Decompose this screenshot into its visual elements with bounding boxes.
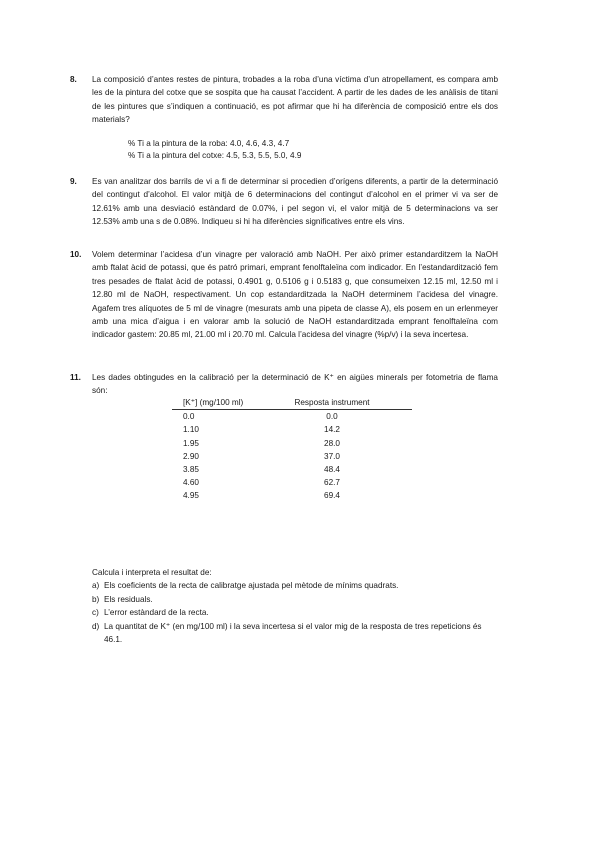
table-row [172, 450, 412, 463]
table-row [172, 410, 412, 423]
task-items [92, 579, 498, 646]
data-lines [128, 138, 498, 164]
table-cell-response: 48.4 [324, 464, 340, 474]
task-item [92, 593, 498, 606]
task-label: a) [92, 581, 100, 591]
table-cell-response: 14.2 [324, 425, 340, 435]
table-header-row [172, 396, 412, 410]
table-cell-concentration: 1.95 [183, 438, 199, 448]
table-cell-response: 62.7 [324, 478, 340, 488]
task-label: d) [92, 621, 100, 631]
problem-9 [70, 175, 498, 229]
task-text: Els coeficients de la recta de calibratge ajustada pel mètode de mínims quadrats. [104, 581, 399, 591]
task-label: b) [92, 594, 100, 604]
table-cell-concentration: 0.0 [183, 412, 195, 422]
calibration-table [172, 396, 412, 503]
problem-number: 8. [70, 75, 77, 84]
problem-text: Volem determinar l’acidesa d’un vinagre per valoració amb NaOH. Per això primer estandarditzem la NaOH amb ftalat àcid de potassi, que és patró primari, emprant fenolftaleïna com indicador. En l’estandardització fem tres pesades de ftalat àcid de potassi, 0.4901 g, 0.5106 g i 0.5183 g, que consumeixen 12.15 ml, 12.50 ml i 12.80 ml de NaOH, respectivament. Un cop estandarditzada la NaOH determinem l’acidesa del vinagre. Agafem tres alíquotes de 5 ml de vinagre (mesurats amb una pipeta de classe A), els posem en un erlenmeyer amb una mica d’aigua i en valorar amb la solució de NaOH estandarditzada emprant fenolftaleïna com indicador gastem: 20.85 ml, 21.00 ml i 20.70 ml. Calcula l’acidesa del vinagre (%p/v) i la seva incertesa. [92, 250, 498, 340]
table-cell-response: 28.0 [324, 438, 340, 448]
table-cell-response: 37.0 [324, 451, 340, 461]
table-row [172, 463, 412, 476]
task-text: L’error estàndard de la recta. [104, 608, 209, 618]
task-label: c) [92, 608, 99, 618]
table-cell-response: 0.0 [326, 412, 338, 422]
table-cell-concentration: 2.90 [183, 451, 199, 461]
problem-8 [70, 73, 498, 163]
table-cell-response: 69.4 [324, 491, 340, 501]
problem-11 [70, 371, 498, 645]
problem-text: La composició d’antes restes de pintura, trobades a la roba d’una víctima d’un atropellament, es compara amb les de la pintura del cotxe que se sospita que ha causat l’accident. A partir de les dades de les anàlisis de titani de les pintures que s’indiquen a continuació, es pot afirmar que hi ha diferència de composició entre els dos materials? [92, 75, 498, 125]
tasks-intro: Calcula i interpreta el resultat de: [92, 568, 212, 577]
task-list [92, 566, 498, 646]
problem-text: Es van analitzar dos barrils de vi a fi de determinar si procedien d’orígens diferents, a partir de la determinació del contingut d’alcohol. El valor mitjà de 6 determinacions del contingut d’alcohol en el primer vi va ser de 12.61% amb una desviació estàndard de 0.07%, i pel segon vi, el valor mitjà de 5 determinacions va ser 12.53% amb una s de 0.08%. Indiqueu si hi ha diferències significatives entre els vins. [92, 177, 498, 227]
task-item [92, 579, 498, 592]
data-line-roba: % Ti a la pintura de la roba: 4.0, 4.6, 4.3, 4.7 [128, 138, 290, 148]
table-cell-concentration: 4.95 [183, 491, 199, 501]
table-header-concentration: [K⁺] (mg/100 ml) [183, 398, 244, 407]
task-text: Els residuals. [104, 594, 153, 604]
problem-text: Les dades obtingudes en la calibració per la determinació de K⁺ en aigües minerals per fotometria de flama són: [92, 373, 498, 396]
table-header-response: Resposta instrument [294, 398, 370, 407]
problem-number: 9. [70, 177, 77, 186]
problem-number: 10. [70, 250, 82, 259]
table-row [172, 476, 412, 489]
table-row [172, 437, 412, 450]
table-cell-concentration: 4.60 [183, 478, 199, 488]
table-row [172, 489, 412, 502]
problem-number: 11. [70, 373, 81, 382]
table-cell-concentration: 3.85 [183, 464, 199, 474]
task-item [92, 606, 498, 619]
table-cell-concentration: 1.10 [183, 425, 199, 435]
data-line-cotxe: % Ti a la pintura del cotxe: 4.5, 5.3, 5.5, 5.0, 4.9 [128, 151, 302, 161]
problem-10 [70, 248, 498, 342]
table-body [172, 410, 412, 502]
task-item [92, 620, 498, 647]
task-text: La quantitat de K⁺ (en mg/100 ml) i la seva incertesa si el valor mig de la resposta de tres repeticions és 46.1. [104, 621, 482, 645]
table-row [172, 423, 412, 436]
